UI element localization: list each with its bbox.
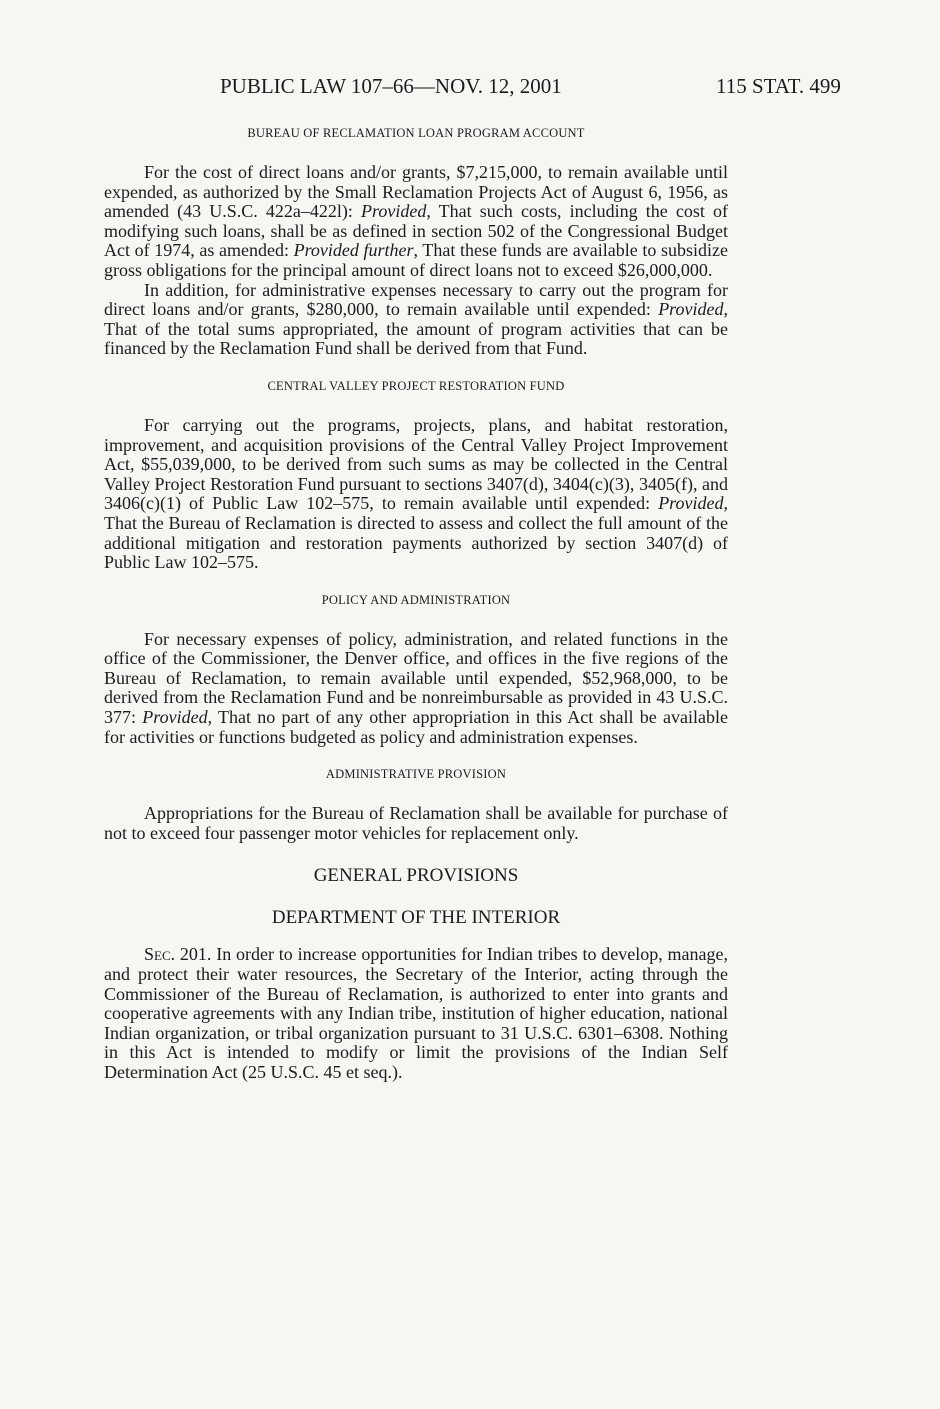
heading-department-interior: DEPARTMENT OF THE INTERIOR — [271, 907, 561, 929]
header-stat-page: 115 STAT. 499 — [716, 74, 841, 98]
document-page — [104, 74, 841, 1083]
heading-general-provisions: GENERAL PROVISIONS — [313, 865, 519, 887]
paragraph-sec-201: Sec. 201. In order to increase opportunities for Indian tribes to develop, manage, and protect their water resources, the Secretary of the Interior, acting through the Commissioner of the Bureau of Reclamation, is authorized to enter into grants and cooperative agreements with any Indian tribe, institution of higher education, national Indian organization, or tribal organization pursuant to 31 U.S.C. 6301–6308. Nothing in this Act is intended to modify or limit the provisions of the Indian Self Determination Act (25 U.S.C. 45 et seq.). — [104, 944, 728, 1082]
paragraph-loan-program-1: For the cost of direct loans and/or grants, $7,215,000, to remain available until expended, as authorized by the Small Reclamation Projects Act of August 6, 1956, as amended (43 U.S.C. 422a–422l): Provided, That such costs, including the cost of modifying such loans, shall be as defined in section 502 of the Congressional Budget Act of 1974, as amended: Provided further, That these funds are available to subsidize gross obligations for the principal amount of direct loans not to exceed $26,000,000. — [104, 162, 729, 280]
section-heading-administrative-provision: ADMINISTRATIVE PROVISION — [325, 767, 507, 782]
paragraph-policy-administration: For necessary expenses of policy, administration, and related functions in the office of the Commissioner, the Denver office, and offices in the five regions of the Bureau of Reclamation, to remain available until expended, $52,968,000, to be derived from the Reclamation Fund and be nonreimbursable as provided in 43 U.S.C. 377: Provided, That no part of any other appropriation in this Act shall be available for activities or functions budgeted as policy and administration expenses. — [104, 628, 728, 747]
paragraph-restoration-fund: For carrying out the programs, projects, plans, and habitat restoration, improvement, and acquisition provisions of the Central Valley Project Improvement Act, $55,039,000, to be derived from such sums as may be collected in the Central Valley Project Restoration Fund pursuant to sections 3407(d), 3404(c)(3), 3405(f), and 3406(c)(1) of Public Law 102–575, to remain available until expended: Provided, That the Bureau of Reclamation is directed to assess and collect the full amount of the additional mitigation and restoration payments authorized by section 3407(d) of Public Law 102–575. — [104, 414, 728, 573]
sec-201-label: Sec. 201. — [144, 944, 212, 965]
running-header — [104, 74, 864, 108]
paragraph-loan-program-2: In addition, for administrative expenses necessary to carry out the program for direct loans and/or grants, $280,000, to remain available until expended: Provided, That of the total sums appropriated, the amount of program activities that can be financed by the Reclamation Fund shall be derived from that Fund. — [104, 279, 728, 359]
section-heading-loan-program: BUREAU OF RECLAMATION LOAN PROGRAM ACCOUNT — [247, 126, 585, 140]
section-heading-policy-administration: POLICY AND ADMINISTRATION — [321, 592, 511, 607]
paragraph-administrative-provision: Appropriations for the Bureau of Reclamation shall be available for purchase of not to exceed four passenger motor vehicles for replacement only. — [104, 803, 728, 843]
header-title: PUBLIC LAW 107–66—NOV. 12, 2001 — [220, 74, 562, 98]
section-heading-restoration-fund: CENTRAL VALLEY PROJECT RESTORATION FUND — [267, 378, 565, 393]
